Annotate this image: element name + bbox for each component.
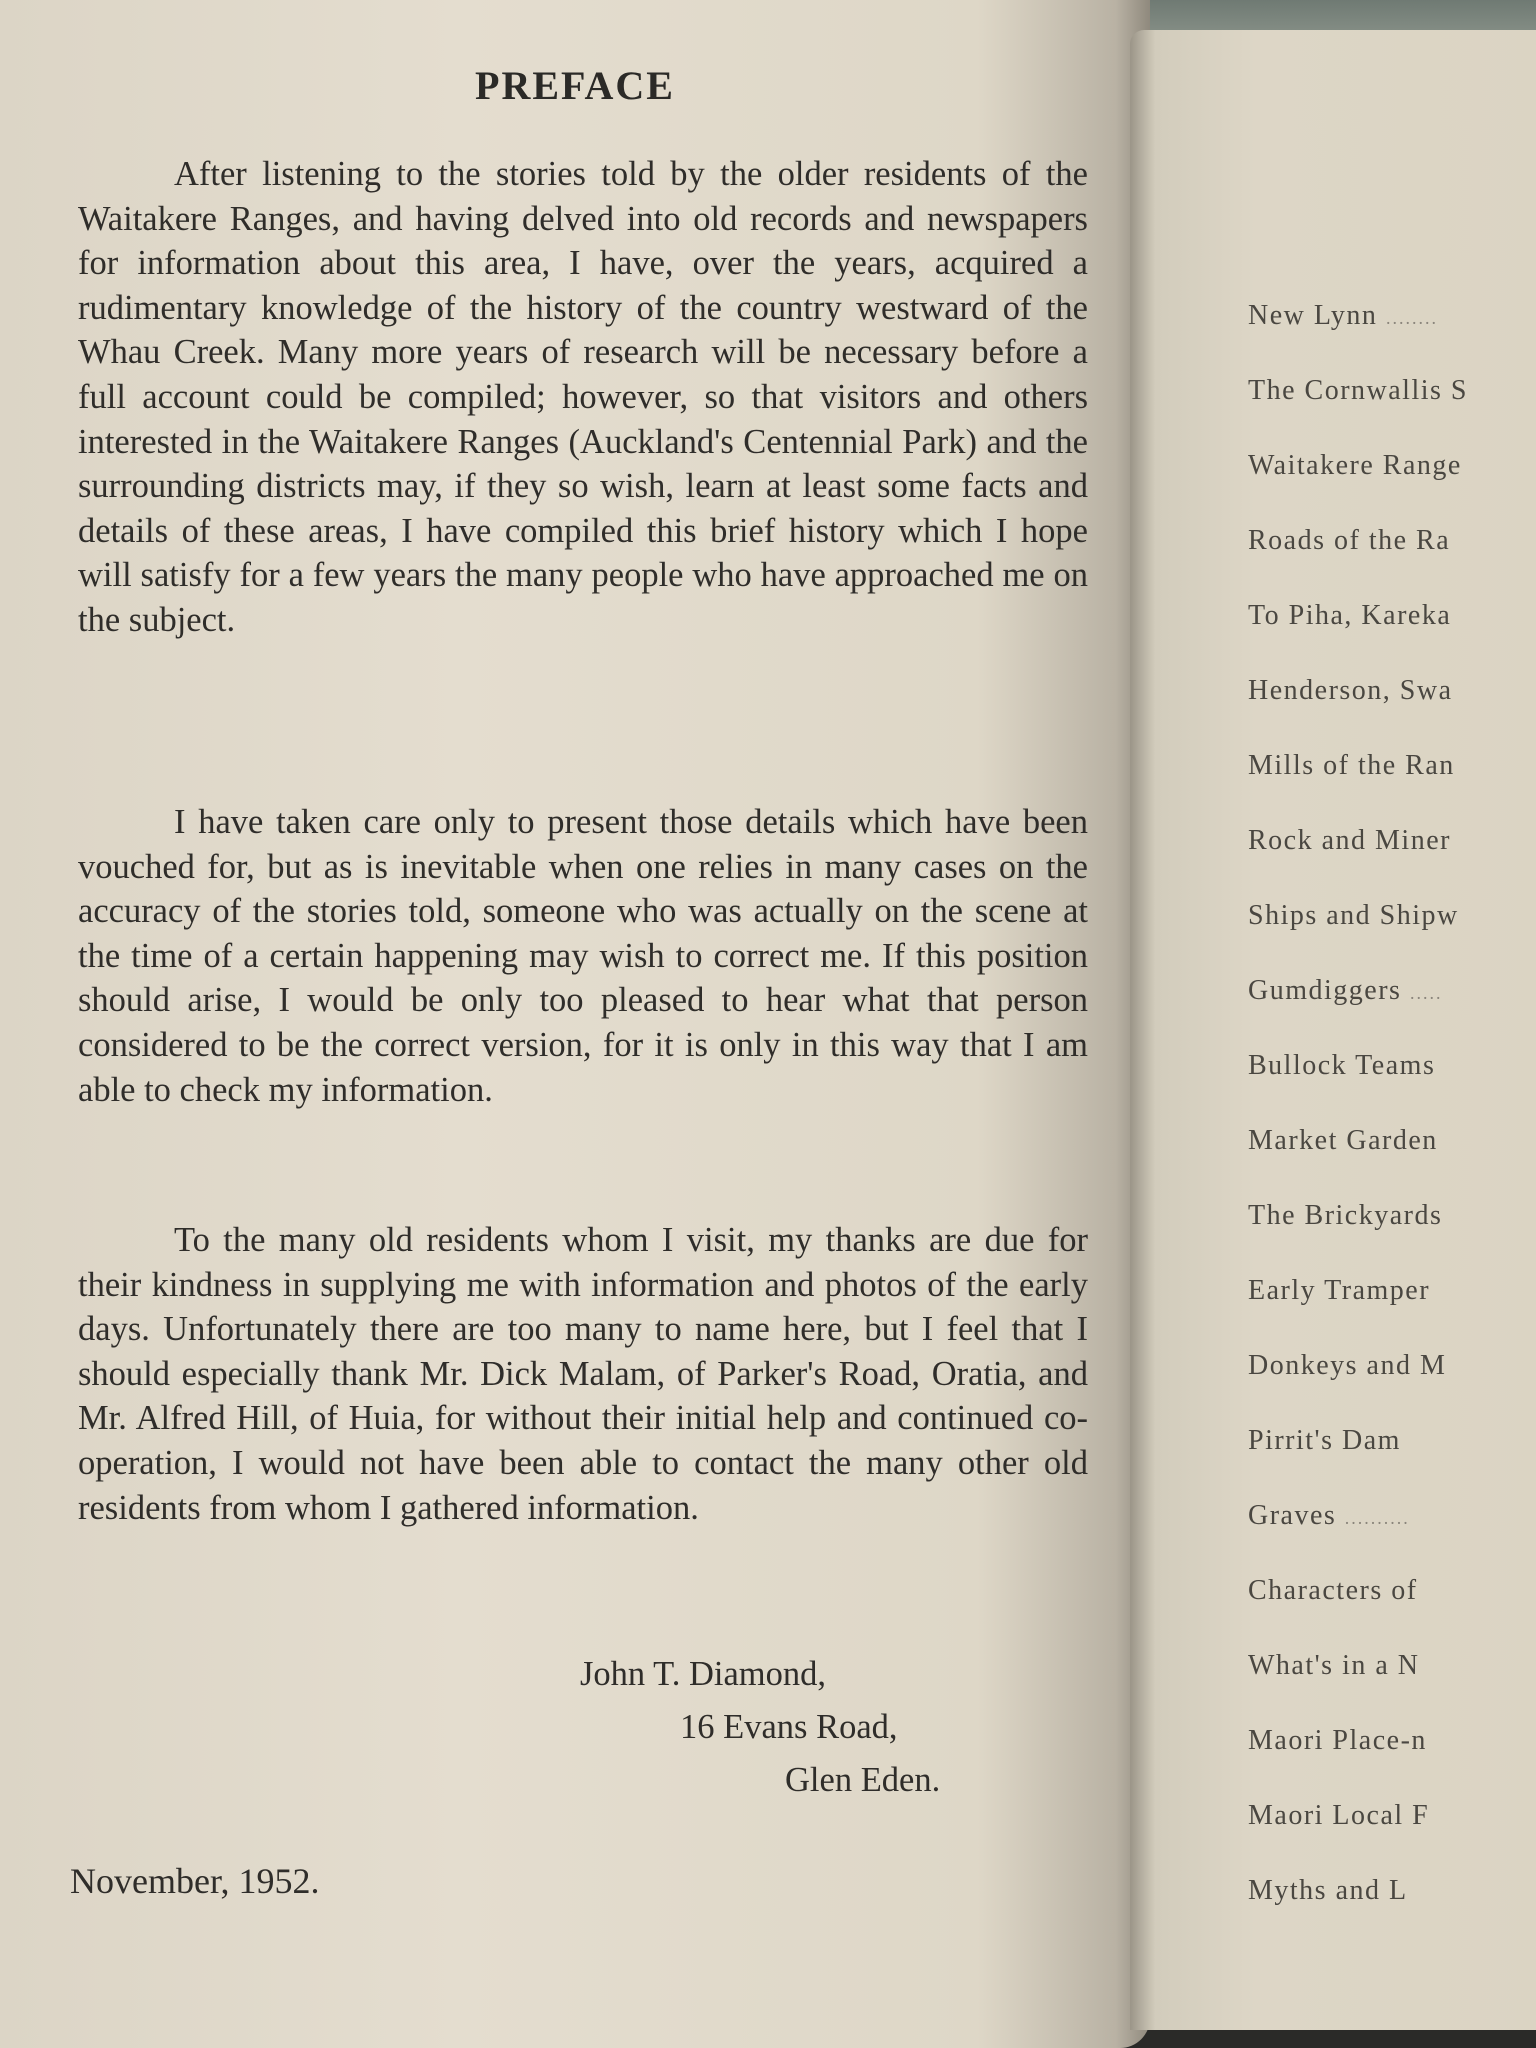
contents-item-label: Market Garden bbox=[1248, 1125, 1438, 1156]
contents-item bbox=[1248, 1800, 1536, 1875]
contents-item bbox=[1248, 1350, 1536, 1425]
preface-paragraph-1: After listening to the stories told by the older residents of the Waitakere Ranges, and having delved into old records and newspapers for information about this area, I have, over the years, acquired a rudimentary knowledge of the history of the country westward of the Whau Creek. Many more years of research will be necessary before a full account could be compiled; however, so that visitors and others interested in the Waitakere Ranges (Auckland's Centennial Park) and the surrounding districts may, if they so wish, learn at least some facts and details of these areas, I have compiled this brief history which I hope will satisfy for a few years the many people who have approached me on the subject. bbox=[78, 155, 1088, 639]
contents-item-label: Pirrit's Dam bbox=[1248, 1425, 1401, 1456]
contents-item bbox=[1248, 1425, 1536, 1500]
signature-name: John T. Diamond, bbox=[580, 1655, 826, 1693]
contents-item bbox=[1248, 1575, 1536, 1650]
contents-item-label: Henderson, Swa bbox=[1248, 675, 1453, 706]
contents-item bbox=[1248, 1725, 1536, 1800]
contents-list bbox=[1248, 300, 1536, 1950]
contents-item bbox=[1248, 1125, 1536, 1200]
contents-item-label: The Brickyards bbox=[1248, 1200, 1443, 1231]
contents-item bbox=[1248, 525, 1536, 600]
contents-item bbox=[1248, 1200, 1536, 1275]
contents-item-label: Maori Place-n bbox=[1248, 1725, 1427, 1756]
page-title: PREFACE bbox=[475, 63, 675, 108]
contents-item-label: Ships and Shipw bbox=[1248, 900, 1459, 931]
contents-item-leader: ..... bbox=[1409, 983, 1443, 1003]
contents-item-label: Myths and L bbox=[1248, 1875, 1408, 1906]
contents-item bbox=[1248, 675, 1536, 750]
contents-item bbox=[1248, 975, 1536, 1050]
contents-item-label: Bullock Teams bbox=[1248, 1050, 1436, 1081]
contents-item bbox=[1248, 1500, 1536, 1575]
contents-item bbox=[1248, 825, 1536, 900]
contents-item-label: Waitakere Range bbox=[1248, 450, 1462, 481]
contents-item-label: Maori Local F bbox=[1248, 1800, 1430, 1831]
contents-item bbox=[1248, 450, 1536, 525]
contents-item-label: Donkeys and M bbox=[1248, 1350, 1447, 1381]
contents-item-label: Early Tramper bbox=[1248, 1275, 1431, 1306]
contents-item bbox=[1248, 1650, 1536, 1725]
preface-date: November, 1952. bbox=[70, 1861, 320, 1901]
contents-item-label: Graves bbox=[1248, 1500, 1337, 1531]
signature-address: 16 Evans Road, bbox=[680, 1708, 898, 1746]
preface-paragraph-3: To the many old residents whom I visit, my thanks are due for their kindness in supplying me with information and photos of the early days. Unfortunately there are too many to name here, but I feel that I should especially thank Mr. Dick Malam, of Parker's Road, Oratia, and Mr. Alfred Hill, of Huia, for without their initial help and continued co-operation, I would not have been able to contact the many other old residents from whom I gathered information. bbox=[78, 1221, 1088, 1527]
contents-item bbox=[1248, 300, 1536, 375]
signature-suburb: Glen Eden. bbox=[785, 1761, 941, 1799]
contents-item-label: Roads of the Ra bbox=[1248, 525, 1451, 556]
contents-item-label: To Piha, Kareka bbox=[1248, 600, 1452, 631]
contents-item-label: Characters of bbox=[1248, 1575, 1418, 1606]
contents-item-label: What's in a N bbox=[1248, 1650, 1420, 1681]
preface-paragraph-2: I have taken care only to present those details which have been vouched for, but as is inevitable when one relies in many cases on the accuracy of the stories told, someone who was actually on the scene at the time of a certain happening may wish to correct me. If this position should arise, I would be only too pleased to hear what that person considered to be the correct version, for it is only in this way that I am able to check my information. bbox=[78, 803, 1088, 1109]
contents-item bbox=[1248, 375, 1536, 450]
contents-item bbox=[1248, 1050, 1536, 1125]
contents-item-label: Mills of the Ran bbox=[1248, 750, 1455, 781]
contents-item-label: Rock and Miner bbox=[1248, 825, 1451, 856]
contents-item-label: The Cornwallis S bbox=[1248, 375, 1468, 406]
contents-item-label: Gumdiggers bbox=[1248, 975, 1402, 1006]
contents-item bbox=[1248, 900, 1536, 975]
contents-item bbox=[1248, 600, 1536, 675]
contents-item bbox=[1248, 750, 1536, 825]
contents-item bbox=[1248, 1875, 1536, 1950]
contents-item-leader: ........ bbox=[1385, 308, 1438, 328]
contents-item-leader: .......... bbox=[1344, 1508, 1410, 1528]
contents-item-label: New Lynn bbox=[1248, 300, 1378, 331]
contents-item bbox=[1248, 1275, 1536, 1350]
